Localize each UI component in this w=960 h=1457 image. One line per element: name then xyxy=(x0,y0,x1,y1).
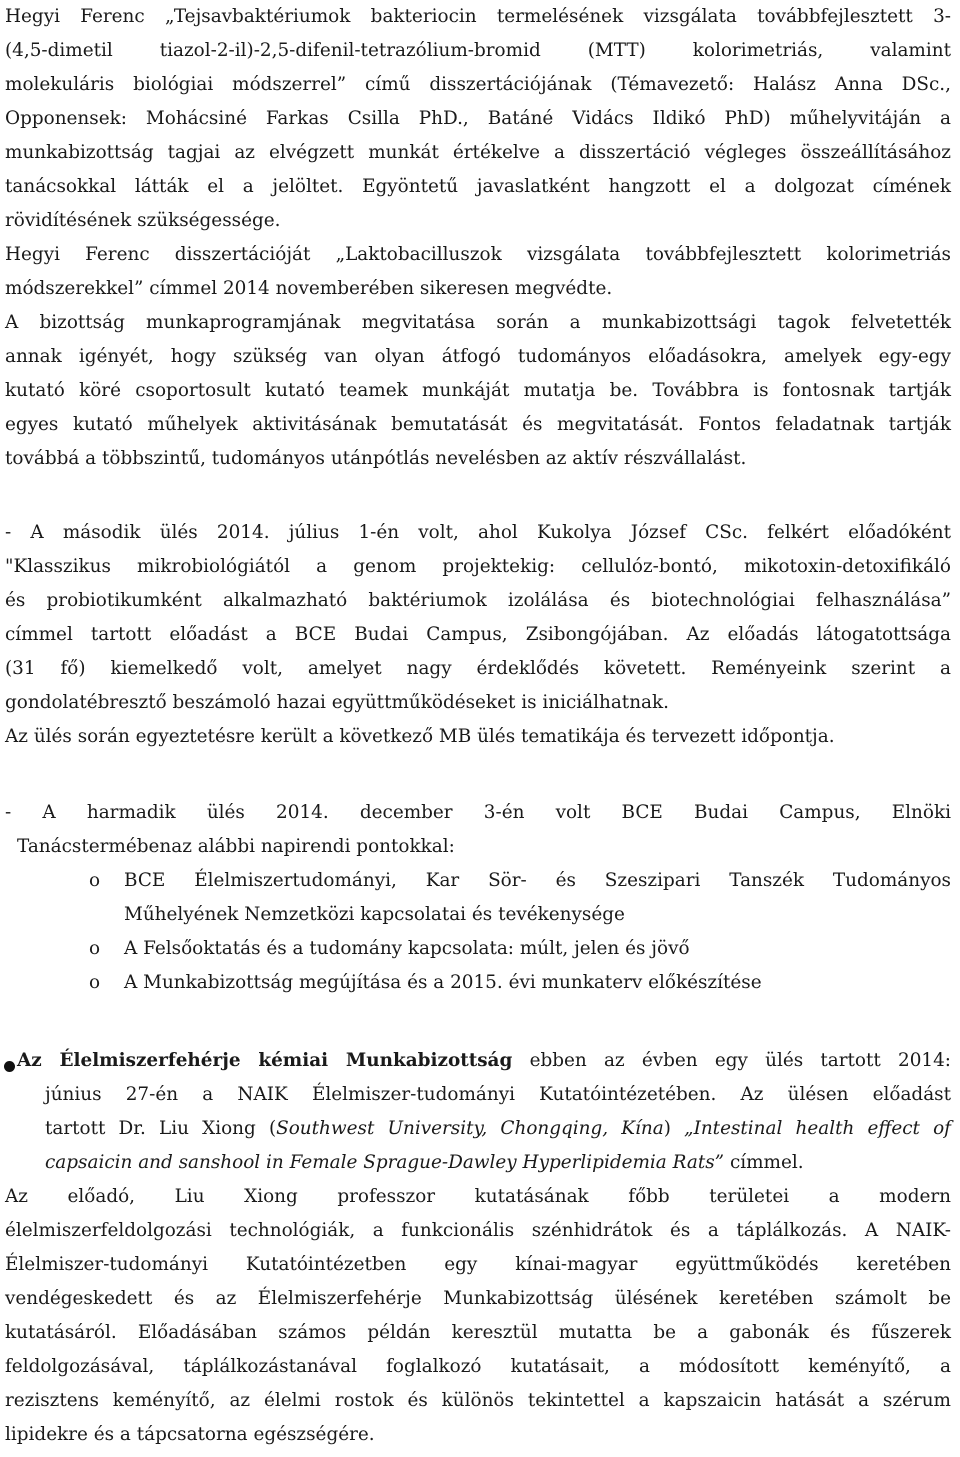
text-line: Hegyi Ferenc „Tejsavbaktériumok bakteriocin termelésének vizsgálata továbbfejlesztett 3- xyxy=(5,6,951,27)
list-marker: o xyxy=(89,972,101,993)
text-run: ) xyxy=(663,1118,685,1139)
text-line: (4,5-dimetil tiazol-2-il)-2,5-difenil-tetrazólium-bromid (MTT) kolorimetriás, valamint xyxy=(5,40,951,61)
list-marker: o xyxy=(89,938,101,959)
list-item: A Felsőoktatás és a tudomány kapcsolata: múlt, jelen és jövő xyxy=(124,938,690,959)
text-run: tartott Dr. Liu Xiong ( xyxy=(45,1118,277,1139)
text-line: rezisztens keményítő, az élelmi rostok és különös tekintettel a kapszaicin hatását a szérum xyxy=(5,1390,951,1411)
text-line: június 27-én a NAIK Élelmiszer-tudományi Kutatóintézetében. Az ülésen előadást xyxy=(45,1084,951,1105)
affiliation-italic: Southwest University, Chongqing, Kína xyxy=(276,1118,664,1139)
text-line xyxy=(45,1112,951,1146)
text-line: kutató köré csoportosult kutató teamek munkáját mutatja be. Továbbra is fontosnak tartják xyxy=(5,380,951,401)
text-line: vendégeskedett és az Élelmiszerfehérje Munkabizottság ülésének keretében számolt be xyxy=(5,1288,951,1309)
text-line: - A második ülés 2014. július 1-én volt, ahol Kukolya József CSc. felkért előadóként xyxy=(5,522,951,543)
list-marker: o xyxy=(89,870,101,891)
text-line: címmel tartott előadást a BCE Budai Campus, Zsibongójában. Az előadás látogatottsága xyxy=(5,624,951,645)
text-line: tanácsokkal látták el a jelöltet. Egyöntetű javaslatként hangzott el a dolgozat címének xyxy=(5,176,951,197)
text-line: lipidekre és a tápcsatorna egészségére. xyxy=(5,1424,375,1445)
text-line: feldolgozásával, táplálkozástanával foglalkozó kutatásait, a módosított keményítő, a xyxy=(5,1356,951,1377)
text-line: Az előadó, Liu Xiong professzor kutatásának főbb területei a modern xyxy=(5,1186,951,1207)
text-line: és probiotikumként alkalmazható baktériumok izolálása és biotechnológiai felhasználása” xyxy=(5,590,951,611)
text-line xyxy=(45,1146,951,1180)
text-line: továbbá a többszintű, tudományos utánpótlás nevelésben az aktív részvállalást. xyxy=(5,448,747,469)
text-line: élelmiszerfeldolgozási technológiák, a funkcionális szénhidrátok és a táplálkozás. A NAIK- xyxy=(5,1220,951,1241)
text-line: módszerekkel” címmel 2014 novemberében sikeresen megvédte. xyxy=(5,278,613,299)
text-line: egyes kutató műhelyek aktivitásának bemutatását és megvitatását. Fontos feladatnak tartják xyxy=(5,414,951,435)
lecture-title-italic: capsaicin and sanshool in Female Sprague-Dawley Hyperlipidemia Rats” xyxy=(45,1152,725,1173)
text-line xyxy=(17,1044,951,1078)
text-run: címmel. xyxy=(724,1152,804,1173)
text-run: ebben az évben egy ülés tartott 2014: xyxy=(512,1050,951,1071)
text-line: molekuláris biológiai módszerrel” című disszertációjának (Témavezető: Halász Anna DSc., xyxy=(5,74,951,95)
text-line: Tanácstermébenaz alábbi napirendi pontokkal: xyxy=(17,836,455,857)
list-item: BCE Élelmiszertudományi, Kar Sör- és Szeszipari Tanszék Tudományos xyxy=(124,870,951,891)
text-line: (31 fő) kiemelkedő volt, amelyet nagy érdeklődés követett. Reményeink szerint a xyxy=(5,658,951,679)
lecture-title-italic: „Intestinal health effect of xyxy=(684,1118,951,1139)
list-item: A Munkabizottság megújítása és a 2015. évi munkaterv előkészítése xyxy=(124,972,762,993)
text-line: "Klasszikus mikrobiológiától a genom projektekig: cellulóz-bontó, mikotoxin-detoxifikáló xyxy=(5,556,951,577)
text-line: kutatásáról. Előadásában számos példán keresztül mutatta be a gabonák és fűszerek xyxy=(5,1322,951,1343)
text-line: Hegyi Ferenc disszertációját „Laktobacilluszok vizsgálata továbbfejlesztett kolorimetriás xyxy=(5,244,951,265)
text-line: rövidítésének szükségessége. xyxy=(5,210,281,231)
text-line: A bizottság munkaprogramjának megvitatása során a munkabizottsági tagok felvetették xyxy=(5,312,951,333)
text-line: annak igényét, hogy szükség van olyan átfogó tudományos előadásokra, amelyek egy-egy xyxy=(5,346,951,367)
text-line: Élelmiszer-tudományi Kutatóintézetben egy kínai-magyar együttműködés keretében xyxy=(5,1254,951,1275)
bullet-icon xyxy=(4,1061,15,1072)
text-line: Opponensek: Mohácsiné Farkas Csilla PhD., Batáné Vidács Ildikó PhD) műhelyvitáján a xyxy=(5,108,951,129)
text-line: munkabizottság tagjai az elvégzett munkát értékelve a disszertáció végleges összeállításához xyxy=(5,142,951,163)
text-line: Az ülés során egyeztetésre került a következő MB ülés tematikája és tervezett időpontja. xyxy=(5,726,835,747)
list-item-continuation: Műhelyének Nemzetközi kapcsolatai és tevékenysége xyxy=(124,904,625,925)
committee-title: Az Élelmiszerfehérje kémiai Munkabizottság xyxy=(17,1050,513,1071)
text-line: gondolatébresztő beszámoló hazai együttműködéseket is iniciálhatnak. xyxy=(5,692,669,713)
text-line: - A harmadik ülés 2014. december 3-én volt BCE Budai Campus, Elnöki xyxy=(5,802,951,823)
